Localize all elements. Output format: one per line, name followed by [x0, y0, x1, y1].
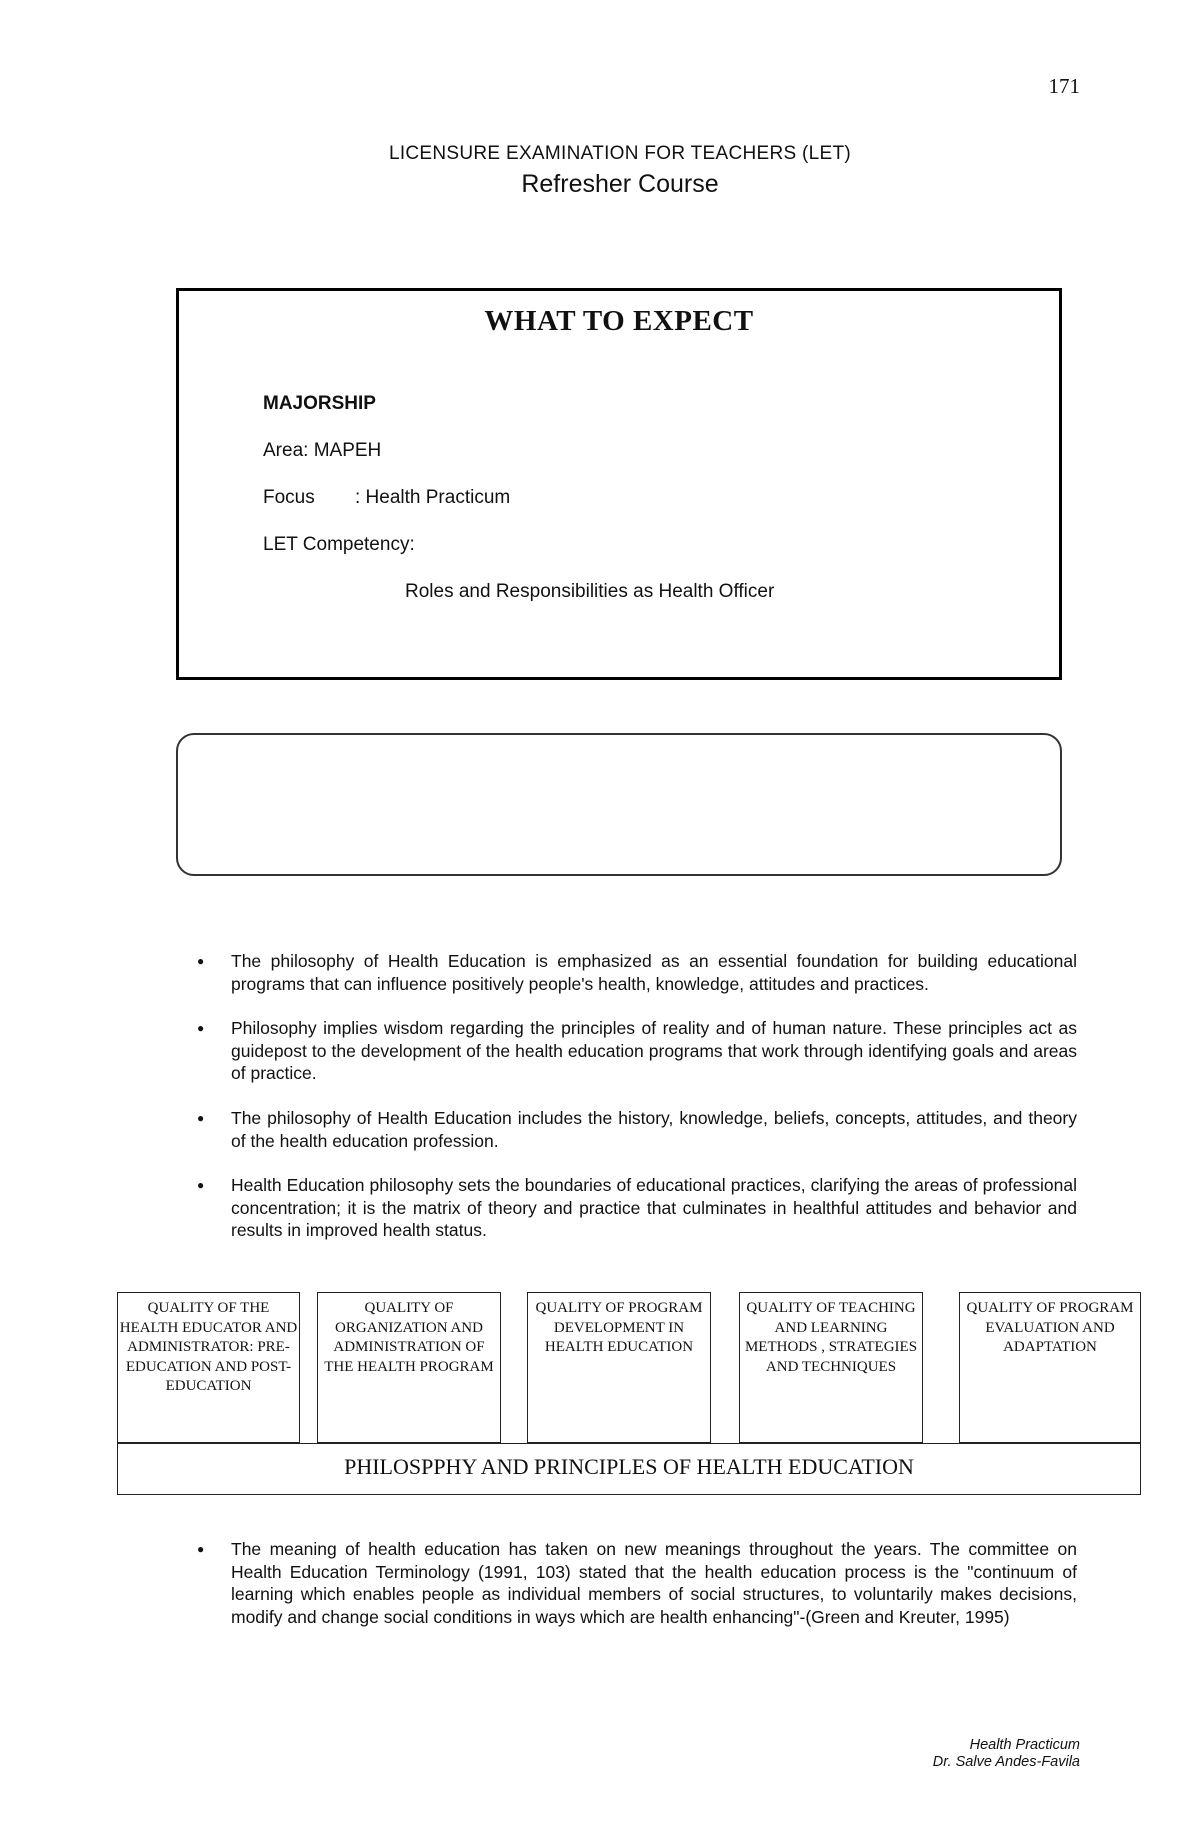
list-item: ● The meaning of health education has taken on new meanings throughout the years. The committee on Health Education Terminology (1991, 103) stated that the health education process is the "continuum of learning which enables people as individual members of social structures, to voluntarily makes decisions, modify and change social conditions in ways which are health enhancing"-(Green and Kreuter, 1995) [195, 1538, 1077, 1628]
quality-box-program-development: QUALITY OF PROGRAM DEVELOPMENT IN HEALTH EDUCATION [527, 1292, 711, 1443]
area-line: Area: MAPEH [263, 440, 382, 461]
competency-label: LET Competency: [263, 534, 415, 555]
list-item: ● The philosophy of Health Education is emphasized as an essential foundation for building educational programs that can influence positively people's health, knowledge, attitudes and practices. [195, 950, 1077, 995]
header-subtitle: Refresher Course [521, 170, 719, 198]
quality-box-evaluation: QUALITY OF PROGRAM EVALUATION AND ADAPTATION [959, 1292, 1141, 1443]
quality-box-organization: QUALITY OF ORGANIZATION AND ADMINISTRATION OF THE HEALTH PROGRAM [317, 1292, 501, 1443]
quality-box-educator: QUALITY OF THE HEALTH EDUCATOR AND ADMINISTRATOR: PRE-EDUCATION AND POST-EDUCATION [117, 1292, 300, 1443]
foundation-bar: PHILOSPPHY AND PRINCIPLES OF HEALTH EDUCATION [117, 1443, 1141, 1495]
footer-course: Health Practicum [969, 1737, 1080, 1753]
competency-value: Roles and Responsibilities as Health Officer [405, 581, 775, 602]
focus-label: Focus [263, 487, 315, 508]
focus-line [263, 487, 510, 509]
what-to-expect-title: WHAT TO EXPECT [484, 305, 754, 337]
what-to-expect-box [176, 288, 1062, 680]
bullet-list [195, 950, 1077, 1264]
header-title: LICENSURE EXAMINATION FOR TEACHERS (LET) [388, 143, 852, 164]
quality-box-teaching: QUALITY OF TEACHING AND LEARNING METHODS , STRATEGIES AND TECHNIQUES [739, 1292, 923, 1443]
list-item: ● The philosophy of Health Education includes the history, knowledge, beliefs, concepts, attitudes, and theory of the health education profession. [195, 1107, 1077, 1152]
footer-author: Dr. Salve Andes-Favila [932, 1754, 1080, 1770]
principles-diagram [117, 1292, 1141, 1498]
bullet-list-2 [195, 1538, 1077, 1650]
list-item: ● Philosophy implies wisdom regarding the principles of reality and of human nature. These principles act as guidepost to the development of the health education programs that work through identifying goals and areas of practice. [195, 1017, 1077, 1085]
empty-rounded-box [176, 733, 1062, 876]
focus-value: : Health Practicum [355, 487, 511, 508]
page-number: 171 [1048, 74, 1080, 98]
footer [860, 1737, 1080, 1771]
list-item: ● Health Education philosophy sets the boundaries of educational practices, clarifying the areas of professional concentration; it is the matrix of theory and practice that culminates in healthful attitudes and behavior and results in improved health status. [195, 1174, 1077, 1242]
majorship-label: MAJORSHIP [263, 393, 376, 414]
